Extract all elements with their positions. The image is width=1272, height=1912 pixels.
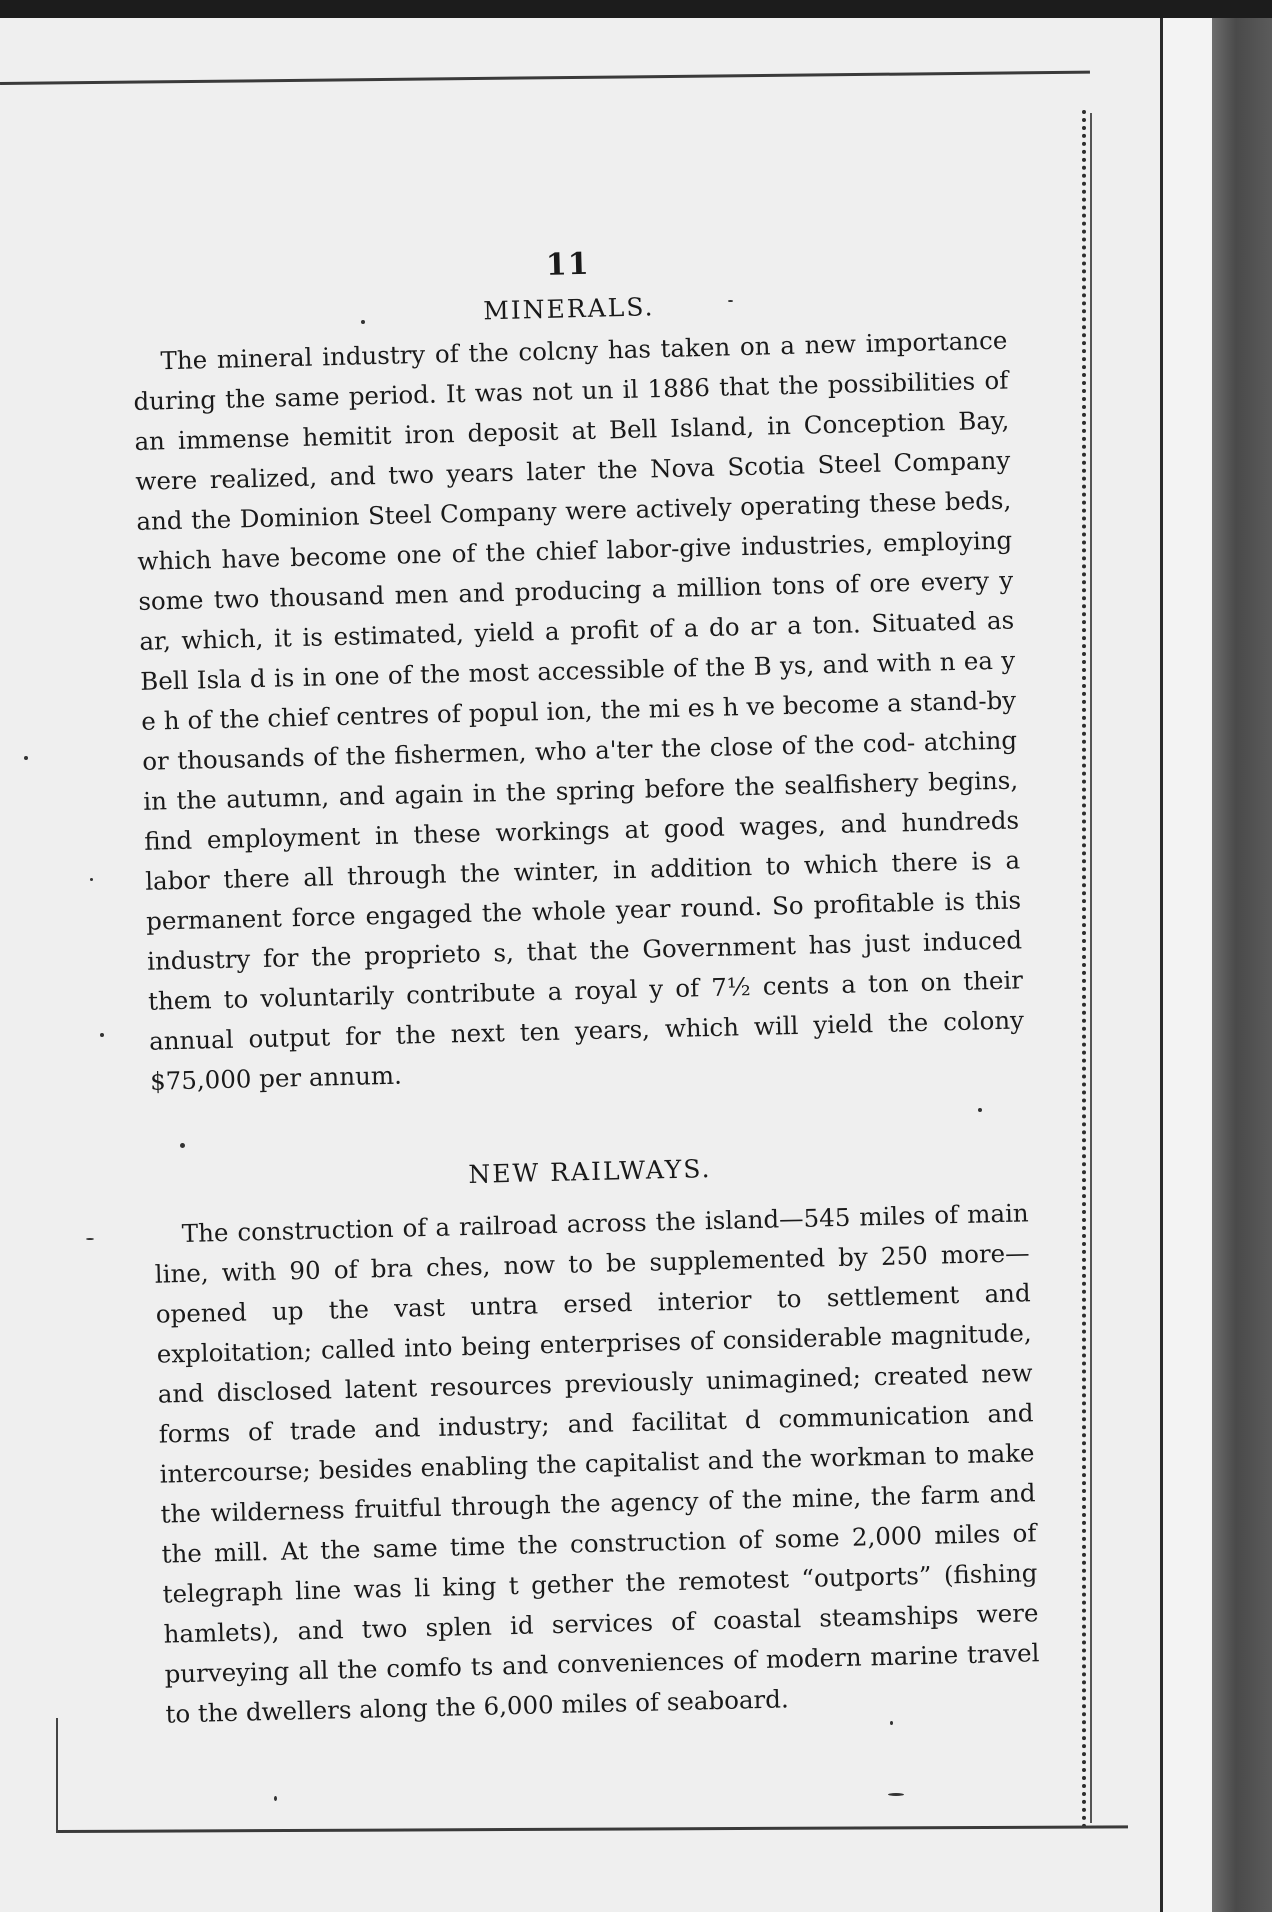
section-paragraph: The construction of a railroad across the island—545 miles of main line, with 90 of bra ches, now to be supplemented by 250 more—opened up the vast untra ersed interior to settlement and exploitation; called into being enterprises of considerable magnitude, and disclosed latent resources previously unimagined; created new forms of trade and industry; and facilitat d communication and intercourse; besides enabling the capitalist and the workman to make the wilderness fruitful through the agency of the mine, the farm and the mill. At the same time the construction of some 2,000 miles of telegraph line was li king t gether the remotest “outports” (fishing hamlets), and two splen id services of coastal steamships were purveying all the comfo ts and conveniences of modern marine travel to the dwellers along the 6,000 miles of seaboard. — [154, 1198, 1040, 1729]
dust-speck — [24, 756, 28, 760]
dust-speck — [86, 1238, 94, 1240]
document-page — [0, 18, 1160, 1912]
dust-speck — [274, 1796, 277, 1801]
section-heading: NEW RAILWAYS. — [468, 1154, 712, 1190]
dust-speck — [888, 1793, 904, 1796]
dust-speck — [90, 878, 93, 881]
section-heading: MINERALS. — [482, 292, 655, 326]
page-frame-right — [1082, 110, 1086, 1830]
dust-speck — [100, 1033, 104, 1037]
scan-top-border — [0, 0, 1272, 18]
page-frame-top — [0, 71, 1090, 85]
page-frame-left — [56, 1718, 58, 1833]
text-column — [130, 237, 1041, 1735]
page-frame-bottom — [58, 1825, 1128, 1833]
dust-speck — [890, 1721, 893, 1725]
page-number: 11 — [545, 246, 591, 283]
section-paragraph: The mineral industry of the colcny has taken on a new importance during the same period. It was not un il 1886 that the possibilities of an immense hemitit iron deposit at Bell Island, in Conception Bay, were realized, and two years later the Nova Scotia Steel Company and the Dominion Steel Company were actively operating these beds, which have become one of the chief labor-give industries, employing some two thousand men and producing a million tons of ore every y ar, which, it is estimated, yield a profit of a do ar a ton. Situated as Bell Isla d is in one of the most accessible of the B ys, and with n ea y e h of the chief centres of popul ion, the mi es h ve become a stand-by or thousands of the fishermen, who a'ter the close of the cod- atching in the autumn, and again in the spring before the sealfishery begins, find employment in these workings at good wages, and hundreds labor there all through the winter, in addition to which there is a permanent force engaged the whole year round. So profitable is this industry for the proprieto s, that the Government has just induced them to voluntarily contribute a royal y of 7½ cents a ton on their annual output for the next ten years, which will yield the colony $75,000 per annum. — [133, 325, 1025, 1096]
section-new-railways — [152, 1146, 1041, 1734]
book-binding-edge — [1212, 18, 1272, 1912]
section-minerals — [131, 284, 1025, 1102]
page-frame-right-inner — [1090, 113, 1092, 1823]
adjacent-page-edge — [1160, 18, 1215, 1912]
